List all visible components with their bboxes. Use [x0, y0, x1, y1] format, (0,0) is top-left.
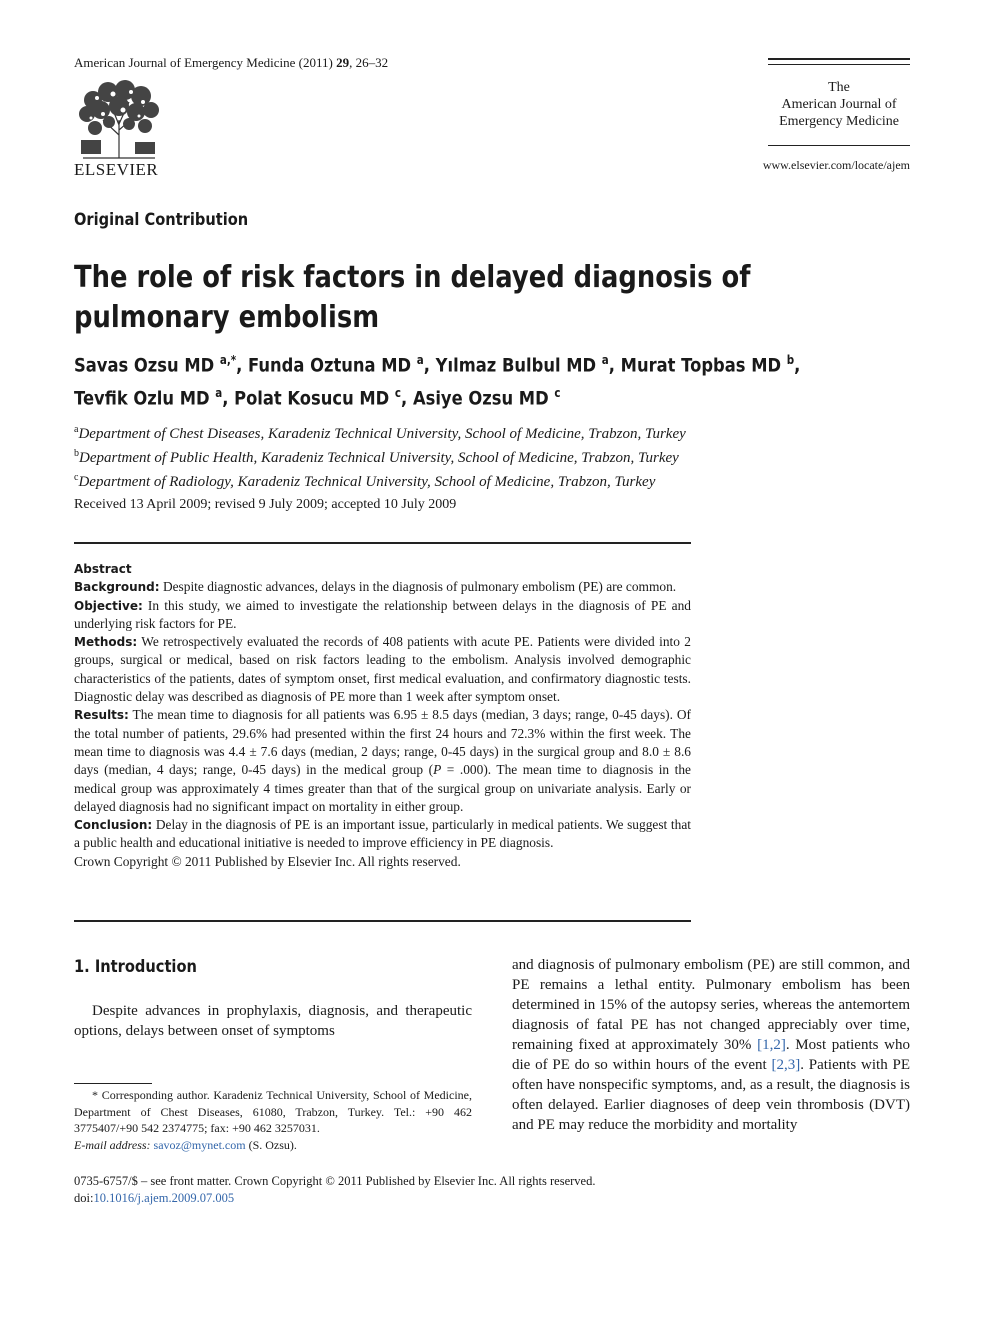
abstract-heading: Abstract [74, 562, 132, 576]
abstract-bottom-rule [74, 920, 691, 922]
journal-bottom-rule [768, 145, 910, 146]
journal-top-rule [768, 58, 910, 60]
journal-citation: American Journal of Emergency Medicine (2011) 29, 26–32 [74, 55, 389, 70]
author: Yılmaz Bulbul MD [435, 354, 597, 377]
affiliation: $^b$Department of Public Health, Karadeniz Technical University, School of Medicine, Trabzon, Turkey [74, 448, 679, 466]
section-heading-introduction: 1. Introduction [74, 957, 197, 977]
elsevier-tree-logo [73, 80, 165, 160]
affiliation: $^a$Department of Chest Diseases, Karadeniz Technical University, School of Medicine, Trabzon, Turkey [74, 424, 686, 442]
abstract [74, 560, 691, 871]
author: Polat Kosucu MD [234, 387, 390, 410]
abstract-top-rule [74, 542, 691, 544]
abstract-background: Background: Despite diagnostic advances, delays in the diagnosis of pulmonary embolism (PE) are common. [74, 579, 677, 595]
received-dates: Received 13 April 2009; revised 9 July 2009; accepted 10 July 2009 [74, 497, 457, 512]
affiliations [74, 420, 686, 492]
author: Funda Oztuna MD [248, 354, 412, 377]
abstract-methods: Methods: We retrospectively evaluated the records of 408 patients with acute PE. Patients were divided into 2 groups, surgical or medical, based on risk factors leading to the embolism. Analysis involved demographic characteristics of the patients, dates of symptom onset, first medical evaluation, and confirmatory diagnostic tests. Diagnostic delay was described as diagnosis of PE more than 1 week after symptom onset. [74, 634, 692, 705]
abstract-copyright: Crown Copyright © 2011 Published by Elsevier Inc. All rights reserved. [74, 853, 461, 869]
journal-name: The American Journal of Emergency Medicine [779, 80, 899, 129]
citation-link[interactable]: [1,2] [757, 1037, 786, 1053]
corresponding-author-footnote: * Corresponding author. Karadeniz Technical University, School of Medicine, Department of Chest Diseases, 61080, Trabzon, Turkey. Tel.: +90 462 3775407/+90 542 2374775; fax: +90 462 3257031. E-mail address: savoz@mynet.com (S. Ozsu). [74, 1088, 472, 1152]
author: Murat Topbas MD [620, 354, 782, 377]
footnote-rule [74, 1083, 152, 1084]
article-title: The role of risk factors in delayed diagnosis of pulmonary embolism [74, 260, 751, 335]
citation-link[interactable]: [2,3] [771, 1057, 801, 1073]
journal-top-rule-thin [768, 64, 910, 65]
author: Savas Ozsu MD [74, 354, 215, 377]
author: Tevfik Ozlu MD [74, 387, 210, 410]
issn-line: 0735-6757/$ – see front matter. Crown Copyright © 2011 Published by Elsevier Inc. All rights reserved. [74, 1174, 596, 1188]
abstract-conclusion: Conclusion: Delay in the diagnosis of PE is an important issue, particularly in medical patients. We suggest that a public health and educational initiative is needed to improve efficiency in PE diagnosis. [74, 817, 691, 851]
abstract-results: Results: The mean time to diagnosis for all patients was 6.95 ± 8.5 days (median, 3 days; range, 0-45 days). Of the total number of patients, 29.6% had presented within the first 24 hours and 72.3% within the first week. The mean time to diagnosis was 4.4 ± 7.6 days (median, 2 days; range, 0-45 days) in the surgical group and 8.0 ± 8.6 days (median, 4 days; range, 0-45 days) in the medical group (P = .000). The mean time to diagnosis in the medical group was approximately 4 times greater than that of the surgical group on univariate analysis. Early or delayed diagnosis had no significant impact on mortality in either group. [74, 707, 691, 814]
intro-paragraph-right: and diagnosis of pulmonary embolism (PE) are still common, and PE remains a lethal entity. Pulmonary embolism has been determined in 15% of the autopsy series, whereas the antemortem diagnosis of fatal PE has not changed appreciably over time, remaining fixed at approximately 30% [1,2]. Most patients who die of PE do so within hours of the event [2,3]. Patients with PE often have nonspecific symptoms, and, as a result, the diagnosis is often delayed. Earlier diagnoses of deep vein thrombosis (DVT) and PE may reduce the morbidity and mortality [512, 957, 911, 1133]
doi-link[interactable]: 10.1016/j.ajem.2009.07.005 [93, 1191, 235, 1205]
page-footer [74, 1173, 595, 1207]
journal-url[interactable]: www.elsevier.com/locate/ajem [762, 158, 910, 172]
author: Asiye Ozsu MD [412, 387, 549, 410]
affiliation: $^c$Department of Radiology, Karadeniz Technical University, School of Medicine, Trabzon, Turkey [74, 472, 656, 490]
doi-line: doi:10.1016/j.ajem.2009.07.005 [74, 1191, 235, 1205]
intro-paragraph-left: Despite advances in prophylaxis, diagnosis, and therapeutic options, delays between onset of symptoms [74, 1003, 472, 1039]
email-link[interactable]: savoz@mynet.com [153, 1137, 246, 1152]
abstract-objective: Objective: In this study, we aimed to investigate the relationship between delays in the diagnosis of PE and underlying risk factors for PE. [74, 597, 691, 631]
author-list: Savas Ozsu MD $^{a,*}$, Funda Oztuna MD $^a$, Yılmaz Bulbul MD $^a$, Murat Topbas MD $^b$, Tevfik Ozlu MD $^a$, Polat Kosucu MD $^c$, Asiye Ozsu MD $^c$ [74, 353, 801, 410]
elsevier-wordmark: ELSEVIER [74, 160, 159, 179]
section-type: Original Contribution [74, 210, 249, 230]
